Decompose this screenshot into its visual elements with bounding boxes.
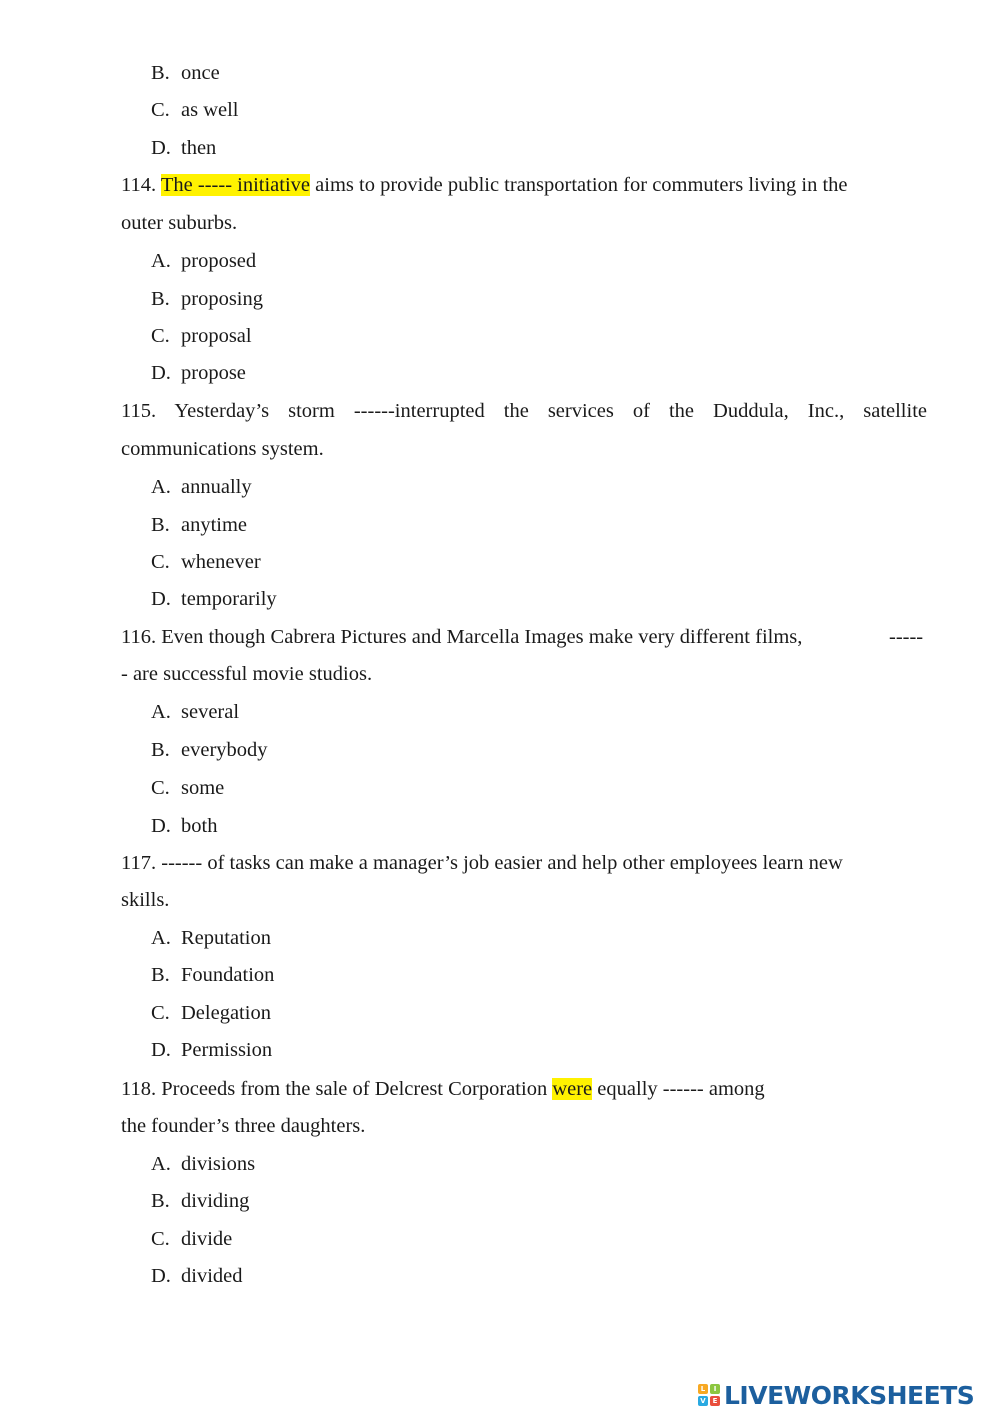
q118-option-d[interactable]: D. divided <box>151 1265 243 1287</box>
blank-dashes: ----- <box>889 626 924 648</box>
q116-option-d[interactable]: D. both <box>151 815 218 837</box>
q114-option-b[interactable]: B. proposing <box>151 288 263 310</box>
option-d[interactable]: D. then <box>151 137 217 159</box>
q118-option-c[interactable]: C. divide <box>151 1228 233 1250</box>
question-118-stem-cont: the founder’s three daughters. <box>121 1115 366 1137</box>
q116-option-b[interactable]: B. everybody <box>151 739 268 761</box>
question-115-stem: 115. Yesterday’s storm ------interrupted the services of the Duddula, Inc., satellite <box>121 400 927 422</box>
q118-option-b[interactable]: B. dividing <box>151 1190 250 1212</box>
q115-option-d[interactable]: D. temporarily <box>151 588 277 610</box>
highlighted-text: were <box>552 1078 593 1100</box>
liveworksheets-logo <box>698 1379 974 1411</box>
q117-option-b[interactable]: B. Foundation <box>151 964 275 986</box>
highlighted-text: The ----- initiative <box>160 174 311 196</box>
q116-option-c[interactable]: C. some <box>151 777 225 799</box>
q117-option-c[interactable]: C. Delegation <box>151 1002 271 1024</box>
q114-option-c[interactable]: C. proposal <box>151 325 252 347</box>
option-b[interactable]: B. once <box>151 62 220 84</box>
question-116-stem: 116. Even though Cabrera Pictures and Marcella Images make very different films, <box>121 626 803 648</box>
liveworksheets-logo-icon: L I V E <box>698 1384 720 1406</box>
question-117-stem: 117. ------ of tasks can make a manager’s job easier and help other employees learn new <box>121 852 843 874</box>
question-118-stem: 118. Proceeds from the sale of Delcrest Corporation were equally ------ among <box>121 1078 765 1100</box>
logo-text: LIVEWORKSHEETS <box>724 1380 975 1410</box>
question-114-stem: 114. The ----- initiative aims to provide public transportation for commuters living in the <box>121 174 848 196</box>
option-c[interactable]: C. as well <box>151 99 239 121</box>
q117-option-d[interactable]: D. Permission <box>151 1039 273 1061</box>
q118-option-a[interactable]: A. divisions <box>151 1153 256 1175</box>
q115-option-a[interactable]: A. annually <box>151 476 252 498</box>
q114-option-d[interactable]: D. propose <box>151 362 246 384</box>
question-117-stem-cont: skills. <box>121 889 170 911</box>
q117-option-a[interactable]: A. Reputation <box>151 927 271 949</box>
question-116-stem-cont: - are successful movie studios. <box>121 663 373 685</box>
q114-option-a[interactable]: A. proposed <box>151 250 257 272</box>
q115-option-b[interactable]: B. anytime <box>151 514 248 536</box>
question-115-stem-cont: communications system. <box>121 438 324 460</box>
q115-option-c[interactable]: C. whenever <box>151 551 261 573</box>
q116-option-a[interactable]: A. several <box>151 701 240 723</box>
question-114-stem-cont: outer suburbs. <box>121 212 238 234</box>
